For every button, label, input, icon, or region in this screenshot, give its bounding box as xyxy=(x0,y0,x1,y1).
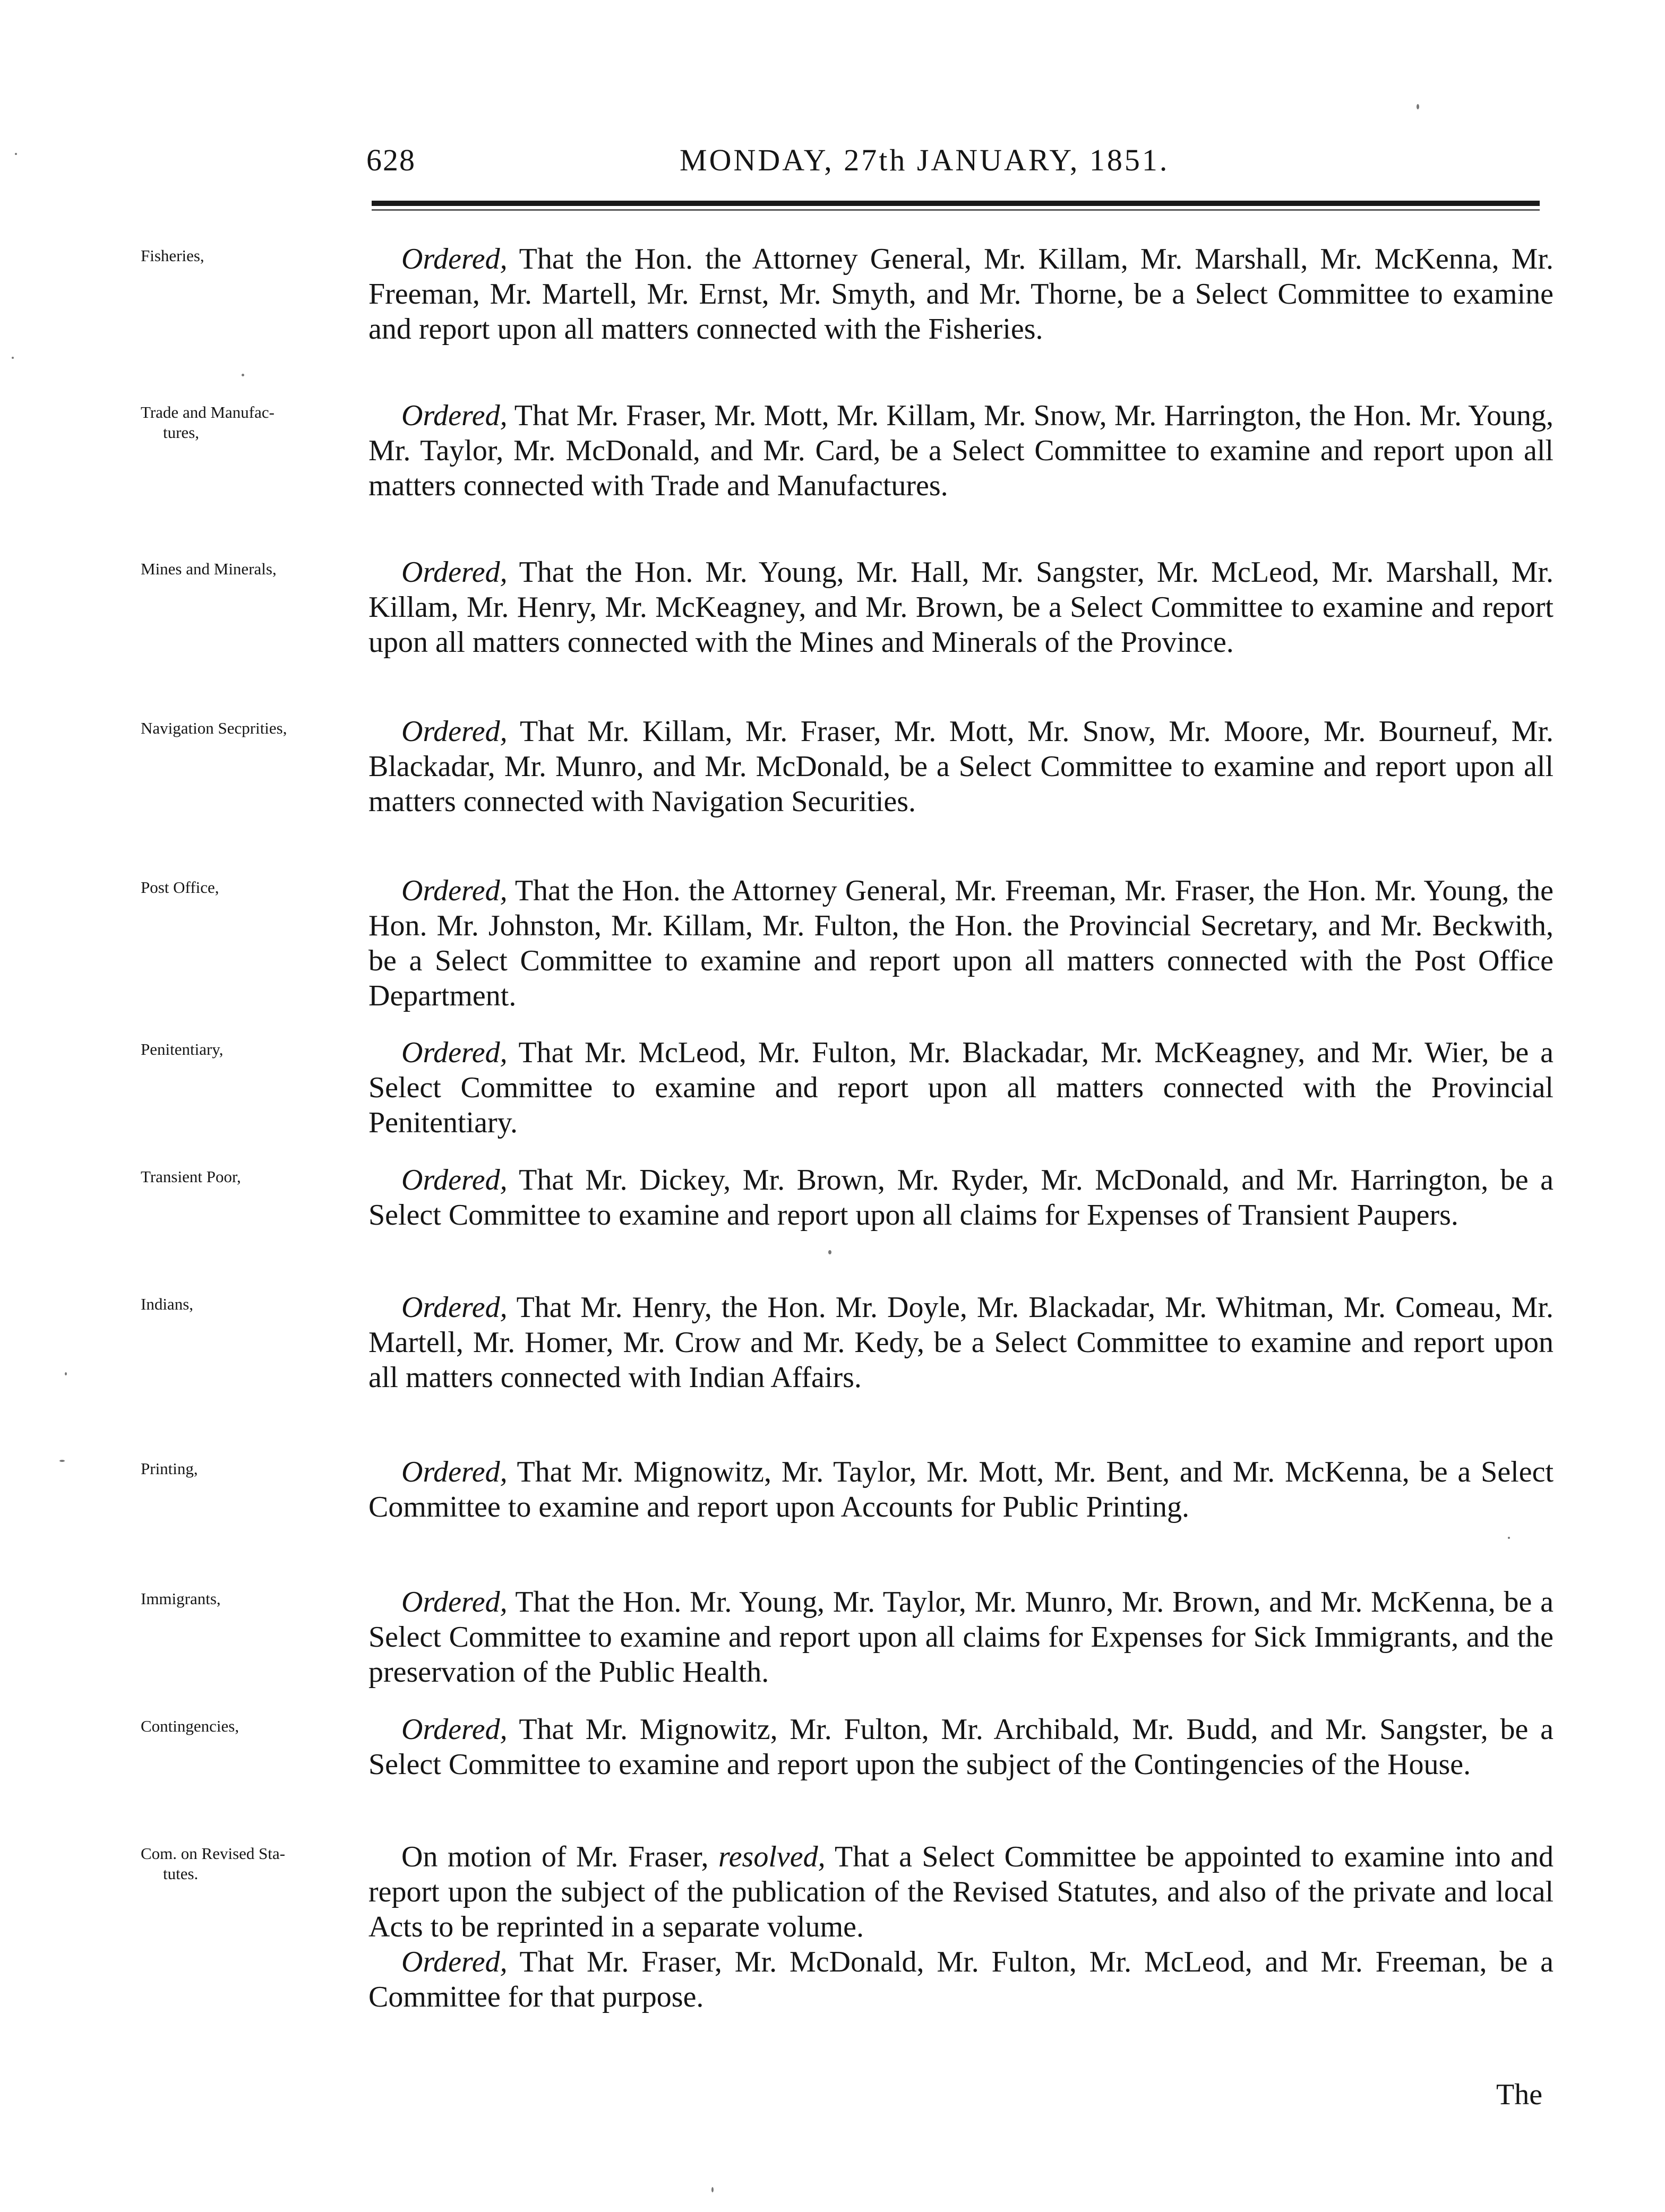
entry-text xyxy=(368,242,1554,347)
paper-speck xyxy=(12,357,14,359)
entry-lead: Ordered, xyxy=(401,715,508,748)
entry-text xyxy=(368,1585,1554,1690)
entry-body: That the Hon. the Attorney General, Mr. Killam, Mr. Marshall, Mr. McKenna, Mr. Freeman, Mr. Martell, Mr. Ernst, Mr. Smyth, and Mr. Thorne, be a Select Committee to examine and report upon all matters connected with the Fisheries. xyxy=(368,243,1554,346)
header-rule-thin xyxy=(372,209,1540,211)
entry-text xyxy=(368,1712,1554,1782)
margin-note xyxy=(141,1844,364,1884)
margin-note xyxy=(141,246,364,266)
entry-lead: Ordered, xyxy=(401,1164,508,1197)
margin-note xyxy=(141,1589,364,1609)
page-header xyxy=(366,142,1550,185)
entry-text xyxy=(368,1290,1554,1395)
margin-note-line: Fisheries, xyxy=(141,246,204,265)
margin-note xyxy=(141,1294,364,1314)
entry-body: That Mr. Killam, Mr. Fraser, Mr. Mott, Mr. Snow, Mr. Moore, Mr. Bourneuf, Mr. Blackadar, Mr. Munro, and Mr. McDonald, be a Select Committee to examine and report upon all matters connected with Navigation Securities. xyxy=(368,715,1554,818)
margin-note-line: Trade and Manufac- xyxy=(141,403,274,421)
paper-speck xyxy=(65,1372,67,1375)
entry-text xyxy=(368,398,1554,503)
entry-body: That Mr. Dickey, Mr. Brown, Mr. Ryder, Mr. McDonald, and Mr. Harrington, be a Select Committee to examine and report upon all claims for Expenses of Transient Paupers. xyxy=(368,1164,1554,1232)
margin-note xyxy=(141,718,364,738)
entry-lead: Ordered, xyxy=(401,1036,508,1069)
order-paragraph xyxy=(368,1944,1554,2015)
margin-note-line: Post Office, xyxy=(141,878,219,897)
entry-lead: Ordered, xyxy=(401,1586,508,1619)
entry-text xyxy=(368,555,1554,660)
paper-speck xyxy=(59,1460,65,1462)
paper-speck xyxy=(242,374,244,376)
entry-body: That Mr. Mignowitz, Mr. Taylor, Mr. Mott, Mr. Bent, and Mr. McKenna, be a Select Committee to examine and report upon Accounts for Public Printing. xyxy=(368,1456,1554,1524)
margin-note-line: tutes. xyxy=(163,1864,199,1883)
entry-text xyxy=(368,1035,1554,1140)
margin-note xyxy=(141,1716,364,1736)
catchword: The xyxy=(1496,2078,1543,2111)
margin-note-line: Contingencies, xyxy=(141,1717,239,1735)
entry-lead: Ordered, xyxy=(401,1946,508,1978)
entry-text xyxy=(368,1839,1554,2015)
margin-note-line: Immigrants, xyxy=(141,1589,221,1608)
margin-note-line: Com. on Revised Sta- xyxy=(141,1844,286,1863)
entry-lead: Ordered, xyxy=(401,556,508,589)
motion-after: That a Select Committee be appointed to examine into and report upon the subject of the publication of the Revised Statutes, and also of the private and local Acts to be reprinted in a separate volume. xyxy=(368,1840,1554,1943)
entry-body: That Mr. Fraser, Mr. McDonald, Mr. Fulton, Mr. McLeod, and Mr. Freeman, be a Committee for that purpose. xyxy=(368,1946,1554,2013)
paper-speck xyxy=(828,1250,831,1254)
margin-note xyxy=(141,1459,364,1479)
entry-text xyxy=(368,1163,1554,1233)
paper-speck xyxy=(1417,104,1419,109)
entry-body: That Mr. Henry, the Hon. Mr. Doyle, Mr. Blackadar, Mr. Whitman, Mr. Comeau, Mr. Martell, Mr. Homer, Mr. Crow and Mr. Kedy, be a Select Committee to examine and report upon all matters connected with Indian Affairs. xyxy=(368,1291,1554,1394)
paper-speck xyxy=(711,2187,714,2192)
header-rule-thick xyxy=(372,201,1540,206)
entry-body: That Mr. Mignowitz, Mr. Fulton, Mr. Archibald, Mr. Budd, and Mr. Sangster, be a Select Committee to examine and report upon the subject of the Contingencies of the House. xyxy=(368,1713,1554,1781)
margin-note xyxy=(141,559,364,579)
entry-lead: Ordered, xyxy=(401,399,508,432)
entry-text xyxy=(368,873,1554,1013)
margin-note xyxy=(141,402,364,443)
paper-speck xyxy=(1508,1537,1510,1539)
entry-lead: Ordered, xyxy=(401,243,508,276)
running-head: MONDAY, 27th JANUARY, 1851. xyxy=(680,143,1170,177)
entry-body: That Mr. McLeod, Mr. Fulton, Mr. Blackadar, Mr. McKeagney, and Mr. Wier, be a Select Committee to examine and report upon all matters connected with the Provincial Penitentiary. xyxy=(368,1036,1554,1139)
entry-text xyxy=(368,714,1554,819)
margin-note xyxy=(141,1167,364,1187)
motion-before: On motion of Mr. Fraser, xyxy=(401,1840,718,1873)
entry-body: That Mr. Fraser, Mr. Mott, Mr. Killam, Mr. Snow, Mr. Harrington, the Hon. Mr. Young, Mr. Taylor, Mr. McDonald, and Mr. Card, be a Select Committee to examine and report upon all matters connected with Trade and Manufactures. xyxy=(368,399,1554,502)
entry-body: That the Hon. the Attorney General, Mr. Freeman, Mr. Fraser, the Hon. Mr. Young, the Hon. Mr. Johnston, Mr. Killam, Mr. Fulton, the Hon. the Provincial Secretary, and Mr. Beckwith, be a Select Committee to examine and report upon all matters connected with the Post Office Department. xyxy=(368,874,1554,1012)
paper-speck xyxy=(15,153,17,155)
margin-note xyxy=(141,1039,364,1060)
margin-note-line: Penitentiary, xyxy=(141,1040,224,1058)
margin-note-line: Transient Poor, xyxy=(141,1167,241,1186)
margin-note-line: Navigation Secprities, xyxy=(141,719,287,737)
entry-text xyxy=(368,1454,1554,1525)
motion-resolved: resolved, xyxy=(718,1840,826,1873)
page-number: 628 xyxy=(366,143,416,177)
margin-note-line: Indians, xyxy=(141,1295,194,1313)
entry-lead: Ordered, xyxy=(401,1291,508,1324)
margin-note-line: tures, xyxy=(163,423,200,442)
margin-note xyxy=(141,877,364,898)
motion-paragraph xyxy=(368,1839,1554,1944)
entry-lead: Ordered, xyxy=(401,1713,508,1746)
entry-lead: Ordered, xyxy=(401,874,508,907)
entry-lead: Ordered, xyxy=(401,1456,508,1488)
entry-body: That the Hon. Mr. Young, Mr. Taylor, Mr. Munro, Mr. Brown, and Mr. McKenna, be a Select Committee to examine and report upon all claims for Expenses for Sick Immigrants, and the preservation of the Public Health. xyxy=(368,1586,1554,1689)
entry-body: That the Hon. Mr. Young, Mr. Hall, Mr. Sangster, Mr. McLeod, Mr. Marshall, Mr. Killam, Mr. Henry, Mr. McKeagney, and Mr. Brown, be a Select Committee to examine and report upon all matters connected with the Mines and Minerals of the Province. xyxy=(368,556,1554,659)
margin-note-line: Printing, xyxy=(141,1459,198,1478)
margin-note-line: Mines and Minerals, xyxy=(141,560,277,578)
